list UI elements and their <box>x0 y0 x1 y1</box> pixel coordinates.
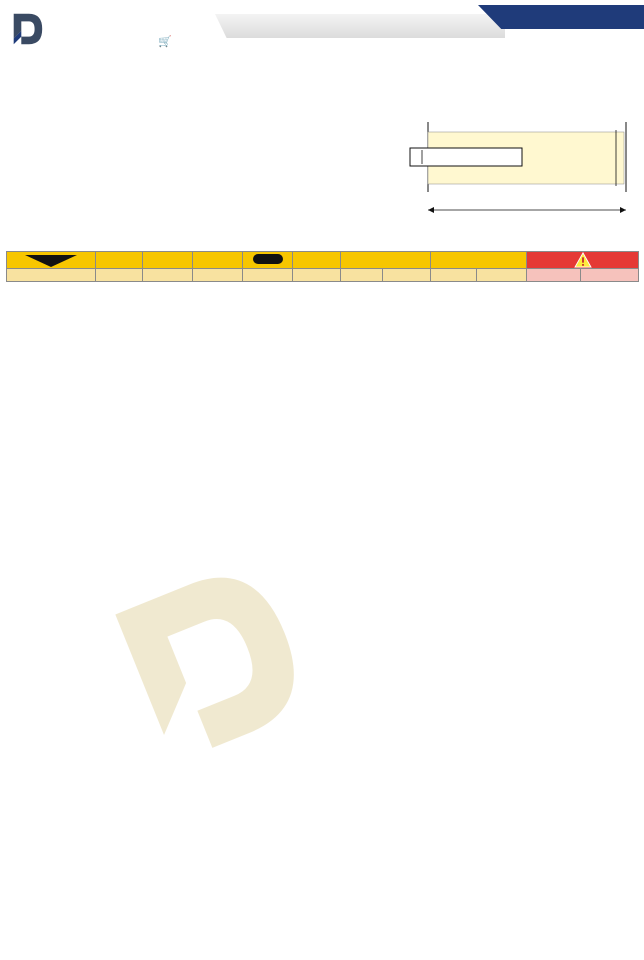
col-D <box>96 252 143 269</box>
header <box>0 0 644 58</box>
watermark-logo <box>90 420 590 800</box>
col-wire <box>243 252 293 269</box>
col-group-25 <box>431 252 527 269</box>
col-D-header <box>96 269 143 282</box>
col-nw-header <box>581 269 639 282</box>
col-k25-header <box>431 269 477 282</box>
header-row-primary <box>7 252 639 269</box>
col-R-header <box>293 269 341 282</box>
col-n17-header <box>383 269 431 282</box>
cart-icon: 🛒 <box>158 36 172 48</box>
col-code-header <box>7 269 96 282</box>
col-L0 <box>143 252 193 269</box>
brand-logo[interactable] <box>8 8 208 52</box>
col-L-header <box>143 269 193 282</box>
header-row-secondary <box>7 269 639 282</box>
col-k17-header <box>341 269 383 282</box>
category-tag <box>478 5 644 29</box>
col-group-warning <box>527 252 639 269</box>
col-d-header <box>193 269 243 282</box>
col-d <box>193 252 243 269</box>
col-kw-header <box>527 269 581 282</box>
title-banner <box>215 14 505 38</box>
col-siparis <box>7 252 96 269</box>
dizayntek-logo-icon <box>8 10 46 48</box>
col-group-17 <box>341 252 431 269</box>
col-n25-header <box>477 269 527 282</box>
spring-spec-table <box>6 251 639 282</box>
wire-section-icon <box>253 254 283 264</box>
arrow-down-icon <box>25 255 77 267</box>
col-R <box>293 252 341 269</box>
spring-cross-section-diagram <box>398 110 638 225</box>
col-wire-header <box>243 269 293 282</box>
spring-product-image <box>14 58 94 236</box>
warning-icon <box>574 252 592 268</box>
